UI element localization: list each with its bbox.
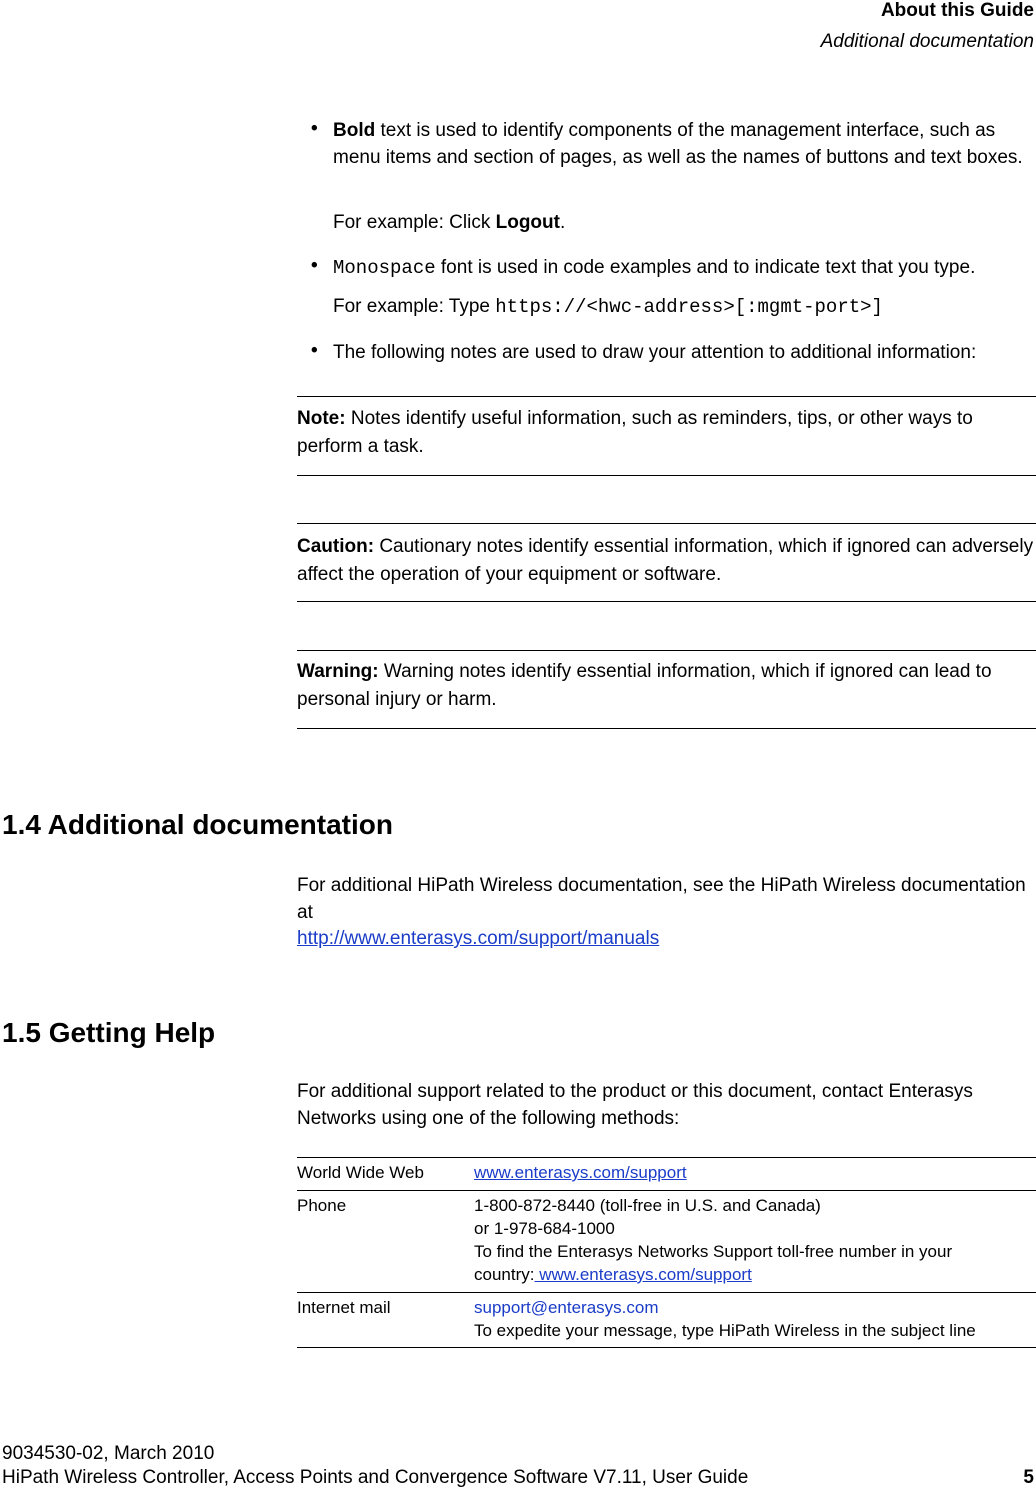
caution-rule-top (297, 523, 1036, 524)
phone-line-4 (474, 1263, 1034, 1286)
table-rule-bottom (297, 1347, 1036, 1348)
phone-line-1: 1-800-872-8440 (toll-free in U.S. and Canada) (474, 1196, 821, 1215)
bold-description: text is used to identify components of the management interface, such as menu items and section of pages, as well as the names of buttons and text boxes. (333, 120, 1023, 168)
caution-label: Caution: (297, 536, 375, 557)
bullet-marker: • (311, 340, 318, 361)
warning-text: Warning notes identify essential information, which if ignored can lead to personal injury or harm. (297, 661, 992, 710)
table-rule-top (297, 1157, 1036, 1158)
getting-help-text: For additional support related to the product or this document, contact Enterasys Networks using one of the following methods: (297, 1081, 973, 1129)
note-rule-bottom (297, 475, 1036, 476)
bold-example-term: Logout (495, 212, 560, 233)
bold-example-prefix: For example: Click (333, 212, 496, 233)
caution-rule-bottom (297, 601, 1036, 602)
running-header-subtitle: Additional documentation (820, 31, 1034, 52)
mono-example (333, 293, 1033, 321)
table-rule (297, 1292, 1036, 1293)
bullet-mono-text (333, 254, 1033, 282)
note-rule-top (297, 396, 1036, 397)
additional-documentation-text: For additional HiPath Wireless documentation, see the HiPath Wireless documentation at (297, 875, 1026, 923)
warning-rule-top (297, 650, 1036, 651)
page-number: 5 (1023, 1467, 1034, 1488)
note-label: Note: (297, 408, 346, 429)
support-email-link[interactable]: support@enterasys.com (474, 1298, 659, 1317)
footer-doc-id: 9034530-02, March 2010 (2, 1443, 215, 1464)
phone-country-prefix: country: (474, 1265, 535, 1284)
warning-rule-bottom (297, 728, 1036, 729)
mono-example-prefix: For example: Type (333, 296, 496, 317)
table-label-mail: Internet mail (297, 1298, 391, 1317)
note-text: Notes identify useful information, such as reminders, tips, or other ways to perform a task. (297, 408, 973, 457)
table-rule (297, 1190, 1036, 1191)
manuals-link-line (297, 925, 1034, 952)
bullet-marker: • (311, 118, 318, 139)
bold-term: Bold (333, 120, 376, 141)
table-value-phone (474, 1194, 1034, 1286)
section-heading-additional-documentation: 1.4 Additional documentation (2, 809, 393, 840)
table-label-web: World Wide Web (297, 1163, 424, 1182)
warning-box (297, 658, 1034, 714)
caution-text: Cautionary notes identify essential information, which if ignored can adversely affect the operation of your equipment or software. (297, 536, 1034, 585)
phone-line-2: or 1-978-684-1000 (474, 1219, 615, 1238)
phone-support-link[interactable]: www.enterasys.com/support (534, 1265, 752, 1284)
support-web-link[interactable]: www.enterasys.com/support (474, 1163, 687, 1182)
footer-title: HiPath Wireless Controller, Access Points and Convergence Software V7.11, User Guide (2, 1467, 749, 1488)
manuals-link[interactable]: http://www.enterasys.com/support/manuals (297, 928, 660, 949)
mono-example-code: https://<hwc-address>[:mgmt-port>] (495, 296, 883, 318)
table-label-phone: Phone (297, 1196, 347, 1215)
table-value-web (474, 1161, 687, 1184)
bullet-marker: • (311, 255, 318, 276)
mono-term: Monospace (333, 257, 436, 279)
warning-label: Warning: (297, 661, 379, 682)
bullet-bold-text (333, 117, 1033, 171)
mono-description: font is used in code examples and to indicate text that you type. (435, 257, 976, 278)
section-heading-getting-help: 1.5 Getting Help (2, 1017, 216, 1048)
bullet-notes-text: The following notes are used to draw your attention to additional information: (333, 342, 977, 363)
note-box (297, 405, 1034, 461)
running-header-title: About this Guide (880, 0, 1034, 21)
table-value-mail (474, 1296, 1034, 1342)
bold-example-suffix: . (559, 212, 566, 233)
phone-line-3: To find the Enterasys Networks Support toll-free number in your (474, 1242, 953, 1261)
caution-box (297, 533, 1034, 589)
bold-example (333, 209, 1033, 236)
mail-line-2: To expedite your message, type HiPath Wireless in the subject line (474, 1321, 976, 1340)
